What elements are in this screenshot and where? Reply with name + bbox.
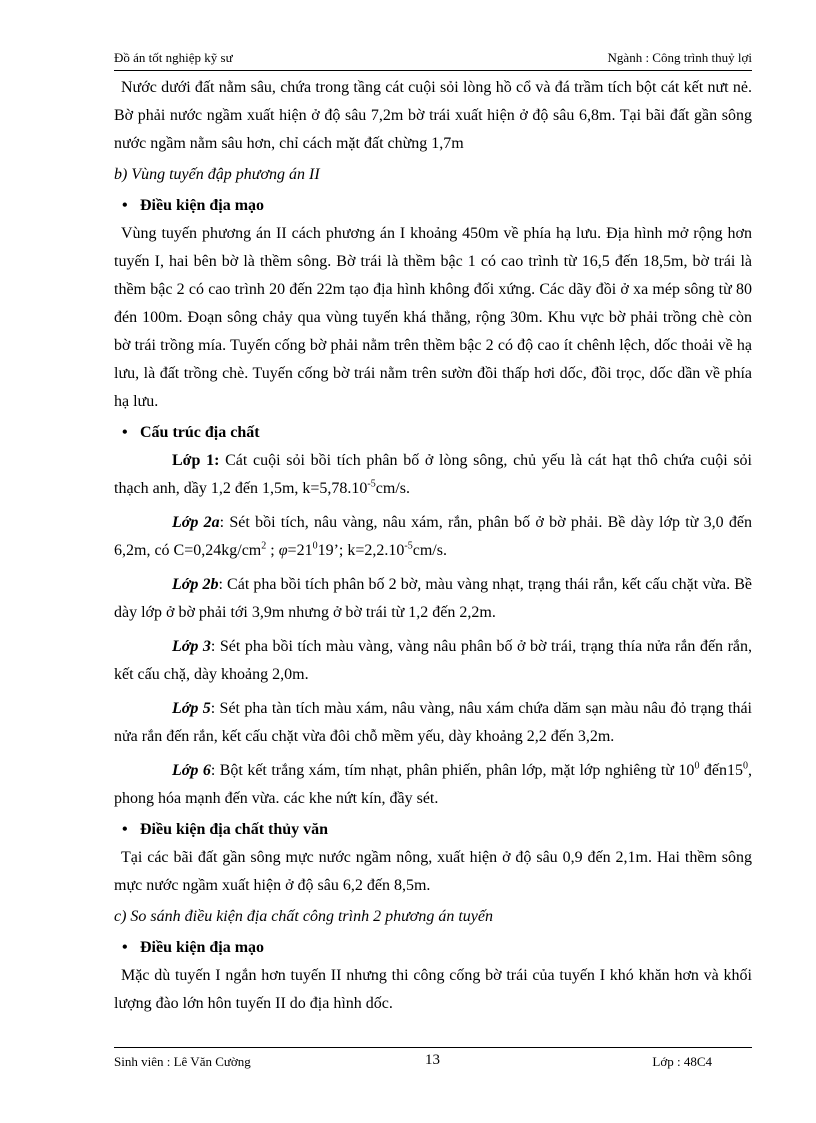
section-c-title: c) So sánh điều kiện địa chất công trình 2 phương án tuyến — [114, 908, 493, 925]
bullet-dot-icon: • — [122, 424, 128, 441]
layer-2a-k: 19’; k=2,2.10 — [317, 542, 405, 559]
page-body — [114, 74, 752, 1018]
layer-1-label: Lớp 1: — [172, 452, 220, 469]
layer-6-paragraph — [114, 757, 752, 813]
layer-2a-text: : Sét bồi tích, nâu vàng, nâu xám, rắn, phân bố ở bờ phải. Bề dày lớp từ 3,0 đến 6,2m, có C=0,24kg/cm — [114, 514, 753, 559]
hydrogeology-paragraph: Tại các bãi đất gần sông mực nước ngầm nông, xuất hiện ở độ sâu 0,9 đến 2,1m. Hai thềm sông mực nước ngầm xuất hiện ở độ sâu 6,2 đến 8,5m. — [114, 849, 752, 894]
header-left: Đồ án tốt nghiệp kỹ sư — [114, 50, 233, 65]
layer-5-paragraph — [114, 695, 752, 751]
layer-2b-label: Lớp 2b — [172, 576, 219, 593]
degree-mark: 0 — [743, 760, 749, 772]
layer-2a-k-exponent: -5 — [404, 540, 413, 552]
layer-6-rest: , phong hóa mạnh đến vừa. các khe nứt kín, đầy sét. — [114, 762, 753, 807]
bullet-dot-icon: • — [122, 939, 128, 956]
bullet-dot-icon: • — [122, 821, 128, 838]
bullet-hydrogeology — [114, 816, 752, 844]
header-right: Ngành : Công trình thuỷ lợi — [607, 50, 752, 65]
layer-2a-exponent: 2 — [261, 540, 267, 552]
layer-1-text: Cát cuội sỏi bồi tích phân bố ở lòng sông, chủ yếu là cát hạt thô chứa cuội sỏi thạch anh, dầy 1,2 đến 1,5m, k=5,78.10 — [114, 452, 753, 497]
bullet-label: Điều kiện địa mạo — [140, 197, 265, 214]
landform-paragraph-c: Mặc dù tuyến I ngắn hơn tuyến II nhưng thi công cống bờ trái của tuyến I khó khăn hơn và khối lượng đào lớn hôn tuyến II do địa hình dốc. — [114, 967, 752, 1012]
layer-6-label: Lớp 6 — [172, 762, 211, 779]
bullet-landform-c — [114, 934, 752, 962]
bullet-label: Điều kiện địa mạo — [140, 939, 265, 956]
footer-class: Lớp : 48C4 — [652, 1054, 712, 1069]
layer-1-unit: cm/s. — [375, 480, 410, 497]
layer-2b-text: : Cát pha bồi tích phân bố 2 bờ, màu vàng nhạt, trạng thái rắn, kết cấu chặt vừa. Bề dày lớp ở bờ phải tới 3,9m nhưng ở bờ trái từ 1,2 đến 2,2m. — [114, 576, 753, 621]
layer-2a-angle: =21 — [287, 542, 313, 559]
bullet-landform-b — [114, 192, 752, 220]
layer-1-paragraph — [114, 447, 752, 503]
layer-2a-sep: ; — [266, 542, 279, 559]
degree-mark: 0 — [312, 540, 318, 552]
layer-2a-paragraph — [114, 509, 752, 565]
layer-6-range: đến15 — [699, 762, 744, 779]
layer-6-text: : Bột kết trắng xám, tím nhạt, phân phiến, phân lớp, mặt lớp nghiêng từ 10 — [210, 762, 695, 779]
landform-paragraph-b: Vùng tuyến phương án II cách phương án I khoảng 450m về phía hạ lưu. Địa hình mở rộng hơn tuyến I, hai bên bờ là thềm sông. Bờ trái là thềm bậc 1 có cao trình từ 16,5 đến 18,5m, bờ trái là thềm bậc 2 có cao trình 20 đến 22m tạo địa hình không đối xứng. Các dãy đồi ở xa mép sông từ 80 đén 100m. Đoạn sông chảy qua vùng tuyến khá thẳng, rộng 30m. Khu vực bờ phải trồng chè còn bờ trái trồng mía. Tuyến cống bờ phải nằm trên thềm bậc 2 có độ cao ít chênh lệch, dốc thoải về hạ lưu, là đất trồng chè. Tuyến cống bờ trái nằm trên sườn đồi thấp hơi dốc, đồi trọc, dốc dần về phía hạ lưu. — [114, 225, 752, 410]
bullet-label: Cấu trúc địa chất — [140, 424, 260, 441]
layer-5-label: Lớp 5 — [172, 700, 211, 717]
degree-mark: 0 — [694, 760, 700, 772]
page-number: 13 — [425, 1052, 440, 1068]
footer-student: Sinh viên : Lê Văn Cường — [114, 1054, 251, 1069]
bullet-geology — [114, 419, 752, 447]
layer-3-paragraph — [114, 633, 752, 689]
layer-5-text: : Sét pha tàn tích màu xám, nâu vàng, nâu xám chứa dăm sạn màu nâu đỏ trạng thái nửa rắn đến rắn, kết cấu chặt vừa đôi chỗ mềm yếu, dày khoảng 2,2 đến 3,2m. — [114, 700, 753, 745]
intro-paragraph: Nước dưới đất nằm sâu, chứa trong tầng cát cuội sỏi lòng hồ cổ và đá trầm tích bột cát kết nưt nẻ. Bờ phải nước ngầm xuất hiện ở độ sâu 7,2m bờ trái xuất hiện ở độ sâu 6,8m. Tại bãi đất gần sông nước ngầm nằm sâu hơn, chỉ cách mặt đất chừng 1,7m — [114, 79, 752, 152]
section-b-title: b) Vùng tuyến đập phương án II — [114, 166, 320, 183]
phi-symbol: φ — [278, 542, 288, 559]
layer-2a-label: Lớp 2a — [172, 514, 220, 531]
page-footer — [114, 1047, 752, 1072]
layer-3-text: : Sét pha bồi tích màu vàng, vàng nâu phân bố ở bờ trái, trạng thía nửa rắn đến rắn, kết cấu chặ, dày khoảng 2,0m. — [114, 638, 753, 683]
bullet-dot-icon: • — [122, 197, 128, 214]
layer-1-exponent: -5 — [367, 478, 376, 490]
layer-3-label: Lớp 3 — [172, 638, 211, 655]
layer-2b-paragraph — [114, 571, 752, 627]
bullet-label: Điều kiện địa chất thủy văn — [140, 821, 329, 838]
page-header — [114, 50, 752, 71]
layer-2a-unit: cm/s. — [412, 542, 447, 559]
